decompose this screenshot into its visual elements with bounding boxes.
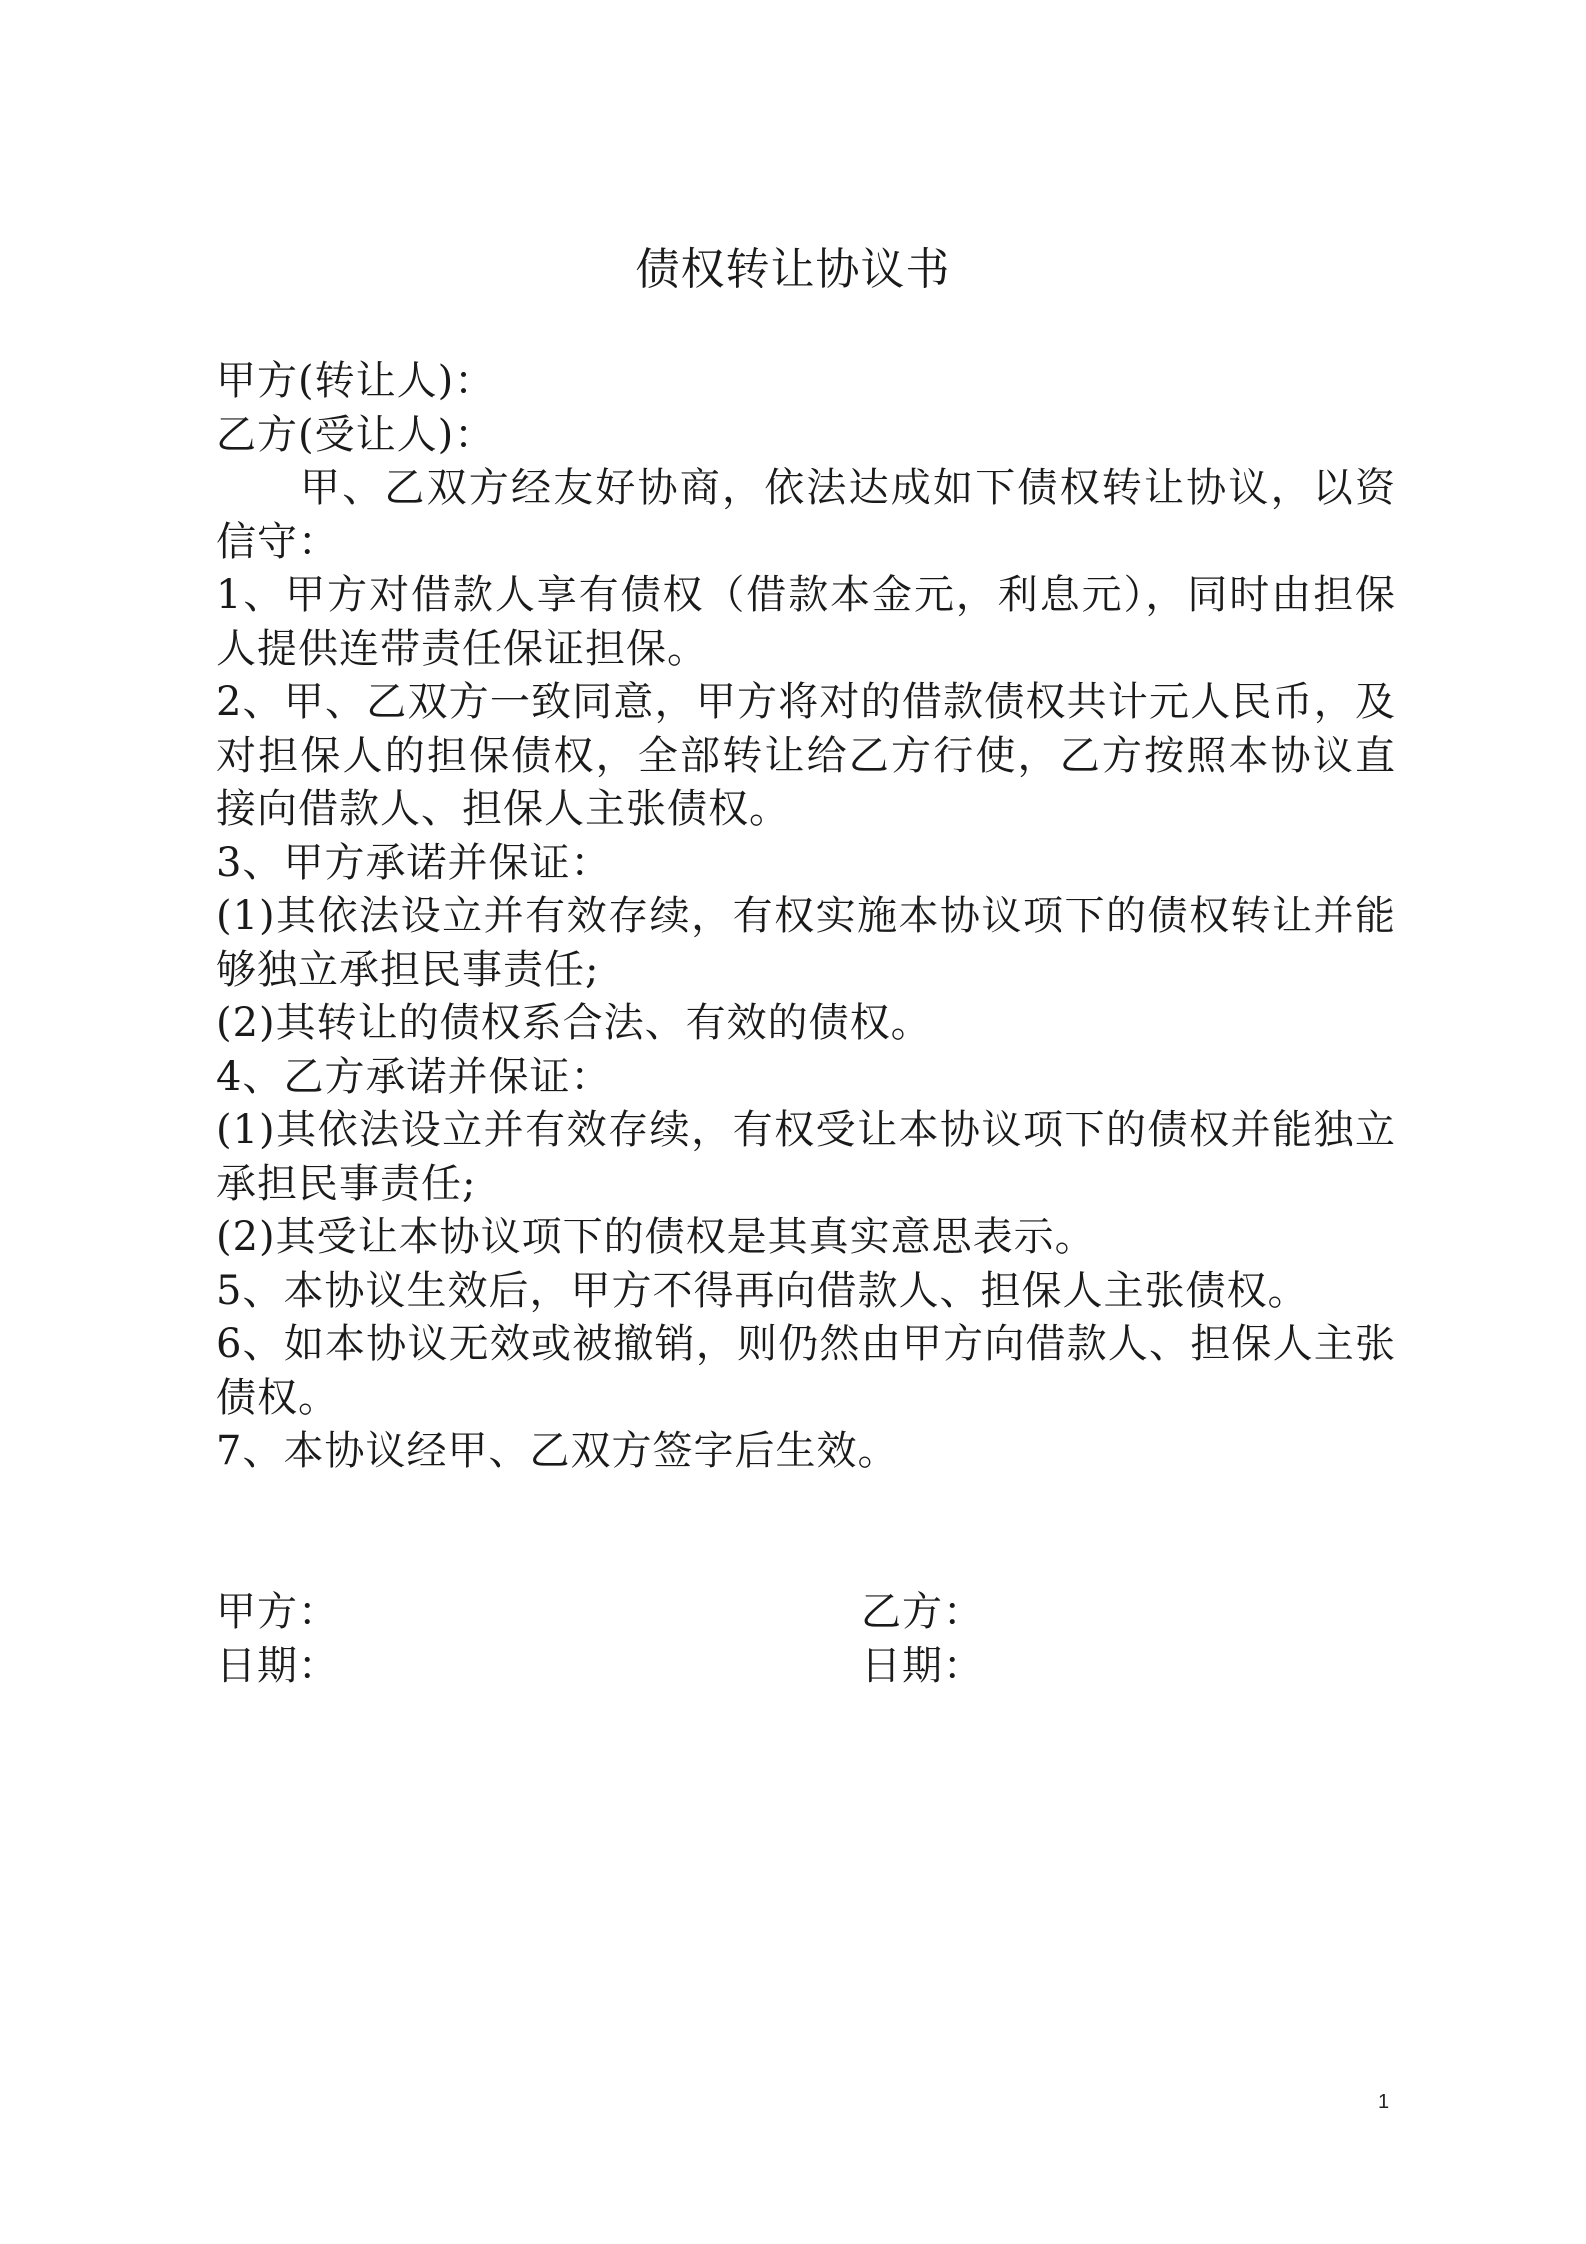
clause-4-item-2: (2)其受让本协议项下的债权是其真实意思表示。 xyxy=(216,1214,1096,1260)
party-b-signature-label: 乙方： xyxy=(861,1589,984,1635)
clause-4-item-1: (1)其依法设立并有效存续，有权受让本协议项下的债权并能独立承担民事责任; xyxy=(216,1107,1396,1207)
clause-3-item-1: (1)其依法设立并有效存续，有权实施本协议项下的债权转让并能够独立承担民事责任; xyxy=(216,893,1396,993)
clause-4: 4、乙方承诺并保证： xyxy=(216,1053,612,1100)
clause-3-item-2: (2)其转让的债权系合法、有效的债权。 xyxy=(216,1000,932,1046)
party-b-date-label: 日期： xyxy=(861,1643,984,1689)
clause-5: 5、本协议生效后，甲方不得再向借款人、担保人主张债权。 xyxy=(216,1267,1309,1314)
intro-paragraph: 甲、乙双方经友好协商，依法达成如下债权转让协议，以资信守： xyxy=(216,465,1396,565)
clause-1: 1、甲方对借款人享有债权（借款本金元，利息元），同时由担保人提供连带责任保证担保。 xyxy=(216,572,1396,672)
clause-7: 7、本协议经甲、乙双方签字后生效。 xyxy=(216,1428,899,1474)
clause-6: 6、如本协议无效或被撤销，则仍然由甲方向借款人、担保人主张债权。 xyxy=(216,1321,1396,1421)
party-a-line: 甲方(转让人)： xyxy=(216,358,496,404)
clause-2: 2、甲、乙双方一致同意，甲方将对的借款债权共计元人民币，及对担保人的担保债权，全部转让给乙方行使，乙方按照本协议直接向借款人、担保人主张债权。 xyxy=(216,679,1396,832)
party-a-signature-label: 甲方： xyxy=(216,1589,339,1635)
document-body xyxy=(216,355,1396,1479)
document-title: 债权转让协议书 xyxy=(635,244,951,295)
party-b-line: 乙方(受让人)： xyxy=(216,411,496,458)
party-a-date-label: 日期： xyxy=(216,1643,339,1689)
clause-3: 3、甲方承诺并保证： xyxy=(216,839,612,886)
page-number: 1 xyxy=(1378,2091,1390,2113)
